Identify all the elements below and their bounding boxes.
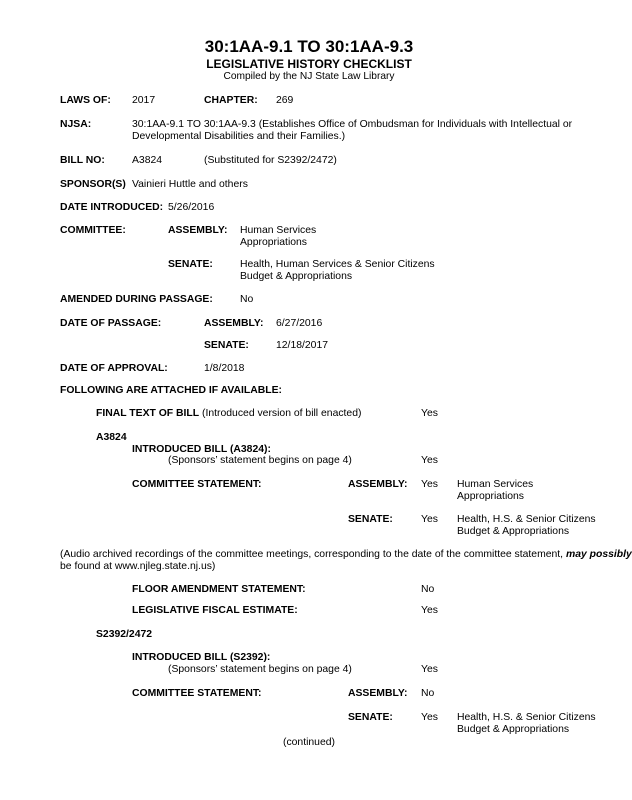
s2392-heading: S2392/2472 [96, 629, 153, 640]
audio-note-emphasis: may possibly [565, 549, 632, 560]
floor-amendment-value: No [421, 584, 435, 595]
a3824-senate-label: SENATE: [348, 514, 393, 525]
floor-amendment-label: FLOOR AMENDMENT STATEMENT: [132, 584, 306, 595]
a3824-introduced-label: INTRODUCED BILL (A3824): [132, 444, 271, 455]
s2392-introduced-value: Yes [421, 664, 438, 675]
a3824-assembly-label: ASSEMBLY: [348, 479, 408, 490]
s2392-assembly-value: No [421, 688, 435, 699]
final-text-note: (Introduced version of bill enacted) [202, 408, 362, 419]
date-introduced-label: DATE INTRODUCED: [60, 202, 164, 213]
s2392-senate-line1: Health, H.S. & Senior Citizens [457, 712, 596, 723]
audio-note-text: (Audio archived recordings of the committee meetings, corresponding to the date of the committee statement, [60, 549, 566, 560]
a3824-senate-line2: Budget & Appropriations [457, 526, 570, 537]
attached-heading: FOLLOWING ARE ATTACHED IF AVAILABLE: [60, 385, 283, 396]
page-subtitle: LEGISLATIVE HISTORY CHECKLIST [206, 57, 412, 71]
committee-assembly-label: ASSEMBLY: [168, 225, 228, 236]
njsa-line1: 30:1AA-9.1 TO 30:1AA-9.3 (Establishes Office of Ombudsman for Individuals with Intellectual or [132, 119, 573, 130]
date-of-approval-label: DATE OF APPROVAL: [60, 363, 168, 374]
bill-no-note: (Substituted for S2392/2472) [204, 155, 337, 166]
committee-senate-line2: Budget & Appropriations [240, 271, 353, 282]
amended-label: AMENDED DURING PASSAGE: [60, 294, 213, 305]
a3824-assembly-line2: Appropriations [457, 491, 525, 502]
a3824-heading: A3824 [96, 432, 127, 443]
final-text-label: FINAL TEXT OF BILL [96, 408, 200, 419]
passage-senate-label: SENATE: [204, 340, 249, 351]
laws-of-value: 2017 [132, 95, 156, 106]
fiscal-estimate-label: LEGISLATIVE FISCAL ESTIMATE: [132, 605, 298, 616]
njsa-line2: Developmental Disabilities and their Families.) [132, 131, 346, 142]
laws-of-label: LAWS OF: [60, 95, 111, 106]
chapter-value: 269 [276, 95, 294, 106]
a3824-senate-line1: Health, H.S. & Senior Citizens [457, 514, 596, 525]
sponsors-label: SPONSOR(S) [60, 179, 126, 190]
date-of-passage-label: DATE OF PASSAGE: [60, 318, 162, 329]
bill-no-label: BILL NO: [60, 155, 105, 166]
committee-assembly-line2: Appropriations [240, 237, 308, 248]
bill-no-value: A3824 [132, 155, 163, 166]
s2392-introduced-label: INTRODUCED BILL (S2392): [132, 652, 271, 663]
s2392-assembly-label: ASSEMBLY: [348, 688, 408, 699]
a3824-assembly-value: Yes [421, 479, 438, 490]
a3824-introduced-note: (Sponsors’ statement begins on page 4) [168, 455, 352, 466]
a3824-senate-value: Yes [421, 514, 438, 525]
a3824-assembly-line1: Human Services [457, 479, 534, 490]
continued-note: (continued) [283, 737, 335, 748]
audio-note-line2: be found at www.njleg.state.nj.us) [60, 561, 216, 572]
a3824-introduced-value: Yes [421, 455, 438, 466]
fiscal-estimate-value: Yes [421, 605, 438, 616]
final-text-value: Yes [421, 408, 438, 419]
passage-assembly-label: ASSEMBLY: [204, 318, 264, 329]
committee-senate-line1: Health, Human Services & Senior Citizens [240, 259, 435, 270]
njsa-label: NJSA: [60, 119, 92, 130]
chapter-label: CHAPTER: [204, 95, 258, 106]
amended-value: No [240, 294, 254, 305]
final-text-row [96, 408, 361, 420]
committee-senate-label: SENATE: [168, 259, 213, 270]
committee-label: COMMITTEE: [60, 225, 126, 236]
audio-note-line1 [60, 549, 632, 561]
s2392-senate-label: SENATE: [348, 712, 393, 723]
passage-senate-value: 12/18/2017 [276, 340, 329, 351]
page-title: 30:1AA-9.1 TO 30:1AA-9.3 [204, 37, 414, 56]
committee-assembly-line1: Human Services [240, 225, 317, 236]
s2392-committee-label: COMMITTEE STATEMENT: [132, 688, 262, 699]
s2392-senate-line2: Budget & Appropriations [457, 724, 570, 735]
compiled-by: Compiled by the NJ State Law Library [223, 71, 395, 82]
sponsors-value: Vainieri Huttle and others [132, 179, 248, 190]
date-introduced-value: 5/26/2016 [168, 202, 215, 213]
s2392-introduced-note: (Sponsors’ statement begins on page 4) [168, 664, 352, 675]
s2392-senate-value: Yes [421, 712, 438, 723]
passage-assembly-value: 6/27/2016 [276, 318, 323, 329]
a3824-committee-label: COMMITTEE STATEMENT: [132, 479, 262, 490]
date-of-approval-value: 1/8/2018 [204, 363, 245, 374]
